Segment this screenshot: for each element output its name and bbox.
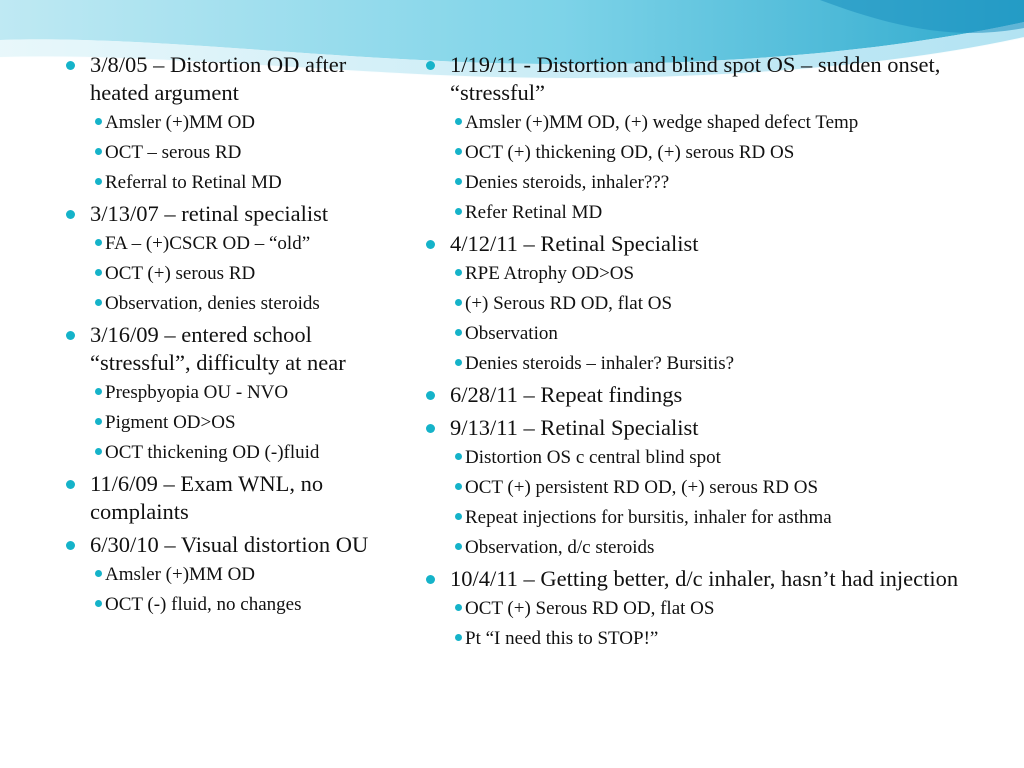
bullet-dot-icon bbox=[66, 331, 75, 340]
detail-text: Pt “I need this to STOP!” bbox=[465, 628, 659, 649]
bullet-dot-icon bbox=[66, 61, 75, 70]
bullet-dot-icon bbox=[66, 480, 75, 489]
sub-bullet-dot-icon bbox=[95, 448, 102, 455]
sub-bullet-dot-icon bbox=[455, 359, 462, 366]
detail-text: Observation bbox=[465, 323, 558, 344]
detail-text: OCT (+) Serous RD OD, flat OS bbox=[465, 598, 715, 619]
detail-text: Amsler (+)MM OD bbox=[105, 112, 256, 133]
sub-bullet-dot-icon bbox=[95, 178, 102, 185]
timeline-entry bbox=[62, 531, 392, 559]
detail-text: FA – (+)CSCR OD – “old” bbox=[105, 233, 311, 254]
detail-text: Observation, denies steroids bbox=[105, 293, 320, 314]
entry-detail-list bbox=[62, 231, 392, 316]
sub-bullet-dot-icon bbox=[95, 299, 102, 306]
sub-bullet-dot-icon bbox=[455, 513, 462, 520]
detail-text: Denies steroids, inhaler??? bbox=[465, 172, 670, 193]
detail-text: Prespbyopia OU - NVO bbox=[105, 382, 289, 403]
detail-text: OCT (+) thickening OD, (+) serous RD OS bbox=[465, 142, 795, 163]
detail-text: OCT – serous RD bbox=[105, 142, 242, 163]
entry-detail-item bbox=[62, 440, 392, 465]
detail-text: Referral to Retinal MD bbox=[105, 172, 282, 193]
entry-heading: 4/12/11 – Retinal Specialist bbox=[450, 231, 699, 256]
entry-heading: 6/28/11 – Repeat findings bbox=[450, 382, 683, 407]
entry-detail-item bbox=[422, 445, 982, 470]
detail-text: OCT thickening OD (-)fluid bbox=[105, 442, 320, 463]
entry-detail-item bbox=[422, 140, 982, 165]
sub-bullet-dot-icon bbox=[455, 118, 462, 125]
sub-bullet-dot-icon bbox=[95, 148, 102, 155]
detail-text: (+) Serous RD OD, flat OS bbox=[465, 293, 673, 314]
entry-detail-list bbox=[422, 110, 982, 225]
detail-text: Amsler (+)MM OD bbox=[105, 564, 256, 585]
right-column bbox=[422, 46, 982, 656]
left-column bbox=[62, 46, 392, 622]
sub-bullet-dot-icon bbox=[455, 604, 462, 611]
timeline-entry bbox=[422, 51, 982, 107]
entry-detail-item bbox=[62, 592, 392, 617]
sub-bullet-dot-icon bbox=[455, 453, 462, 460]
entry-detail-item bbox=[422, 505, 982, 530]
bullet-dot-icon bbox=[426, 575, 435, 584]
entry-detail-item bbox=[62, 261, 392, 286]
entry-detail-item bbox=[422, 535, 982, 560]
timeline-entry bbox=[62, 200, 392, 228]
entry-detail-list bbox=[422, 261, 982, 376]
sub-bullet-dot-icon bbox=[95, 388, 102, 395]
sub-bullet-dot-icon bbox=[95, 418, 102, 425]
entry-detail-item bbox=[62, 410, 392, 435]
entry-detail-item bbox=[422, 475, 982, 500]
entry-heading: 3/13/07 – retinal specialist bbox=[90, 201, 329, 226]
entry-detail-item bbox=[62, 170, 392, 195]
entry-detail-item bbox=[422, 170, 982, 195]
entry-detail-item bbox=[422, 321, 982, 346]
bullet-dot-icon bbox=[426, 391, 435, 400]
detail-text: OCT (+) serous RD bbox=[105, 263, 256, 284]
sub-bullet-dot-icon bbox=[95, 269, 102, 276]
entry-heading: 6/30/10 – Visual distortion OU bbox=[90, 532, 369, 557]
entry-heading: 10/4/11 – Getting better, d/c inhaler, hasn’t had injection bbox=[450, 566, 959, 591]
sub-bullet-dot-icon bbox=[455, 269, 462, 276]
sub-bullet-dot-icon bbox=[455, 329, 462, 336]
detail-text: OCT (-) fluid, no changes bbox=[105, 594, 302, 615]
entry-detail-item bbox=[422, 351, 982, 376]
sub-bullet-dot-icon bbox=[455, 483, 462, 490]
detail-text: RPE Atrophy OD>OS bbox=[465, 263, 635, 284]
timeline-entry bbox=[422, 230, 982, 258]
entry-detail-item bbox=[422, 626, 982, 651]
sub-bullet-dot-icon bbox=[455, 208, 462, 215]
entry-heading: 11/6/09 – Exam WNL, no complaints bbox=[90, 471, 324, 524]
detail-text: Denies steroids – inhaler? Bursitis? bbox=[465, 353, 735, 374]
entry-heading: 1/19/11 - Distortion and blind spot OS – sudden onset, “stressful” bbox=[450, 52, 941, 105]
sub-bullet-dot-icon bbox=[455, 148, 462, 155]
timeline-entry bbox=[62, 51, 392, 107]
entry-detail-item bbox=[62, 380, 392, 405]
entry-detail-item bbox=[422, 261, 982, 286]
entry-detail-item bbox=[62, 231, 392, 256]
sub-bullet-dot-icon bbox=[455, 178, 462, 185]
entry-detail-list bbox=[422, 445, 982, 560]
entry-detail-list bbox=[422, 596, 982, 651]
timeline-entry bbox=[62, 321, 392, 377]
entry-detail-item bbox=[62, 291, 392, 316]
entry-detail-item bbox=[422, 110, 982, 135]
entry-detail-item bbox=[62, 140, 392, 165]
detail-text: OCT (+) persistent RD OD, (+) serous RD OS bbox=[465, 477, 819, 498]
entry-heading: 3/16/09 – entered school “stressful”, difficulty at near bbox=[90, 322, 346, 375]
detail-text: Amsler (+)MM OD, (+) wedge shaped defect Temp bbox=[465, 112, 859, 133]
bullet-dot-icon bbox=[426, 61, 435, 70]
sub-bullet-dot-icon bbox=[95, 118, 102, 125]
timeline-entry bbox=[422, 565, 982, 593]
detail-text: Distortion OS c central blind spot bbox=[465, 447, 721, 468]
bullet-dot-icon bbox=[66, 541, 75, 550]
sub-bullet-dot-icon bbox=[455, 634, 462, 641]
timeline-entry bbox=[62, 470, 392, 526]
detail-text: Observation, d/c steroids bbox=[465, 537, 655, 558]
entry-detail-list bbox=[62, 380, 392, 465]
sub-bullet-dot-icon bbox=[455, 299, 462, 306]
sub-bullet-dot-icon bbox=[95, 570, 102, 577]
detail-text: Pigment OD>OS bbox=[105, 412, 236, 433]
timeline-entry bbox=[422, 414, 982, 442]
sub-bullet-dot-icon bbox=[455, 543, 462, 550]
entry-detail-item bbox=[62, 562, 392, 587]
entry-detail-list bbox=[62, 562, 392, 617]
entry-detail-list bbox=[62, 110, 392, 195]
detail-text: Refer Retinal MD bbox=[465, 202, 603, 223]
entry-detail-item bbox=[422, 200, 982, 225]
sub-bullet-dot-icon bbox=[95, 239, 102, 246]
sub-bullet-dot-icon bbox=[95, 600, 102, 607]
entry-heading: 3/8/05 – Distortion OD after heated argument bbox=[90, 52, 347, 105]
entry-heading: 9/13/11 – Retinal Specialist bbox=[450, 415, 699, 440]
bullet-dot-icon bbox=[426, 240, 435, 249]
entry-detail-item bbox=[422, 291, 982, 316]
bullet-dot-icon bbox=[66, 210, 75, 219]
detail-text: Repeat injections for bursitis, inhaler for asthma bbox=[465, 507, 832, 528]
timeline-entry bbox=[422, 381, 982, 409]
entry-detail-item bbox=[62, 110, 392, 135]
bullet-dot-icon bbox=[426, 424, 435, 433]
entry-detail-item bbox=[422, 596, 982, 621]
